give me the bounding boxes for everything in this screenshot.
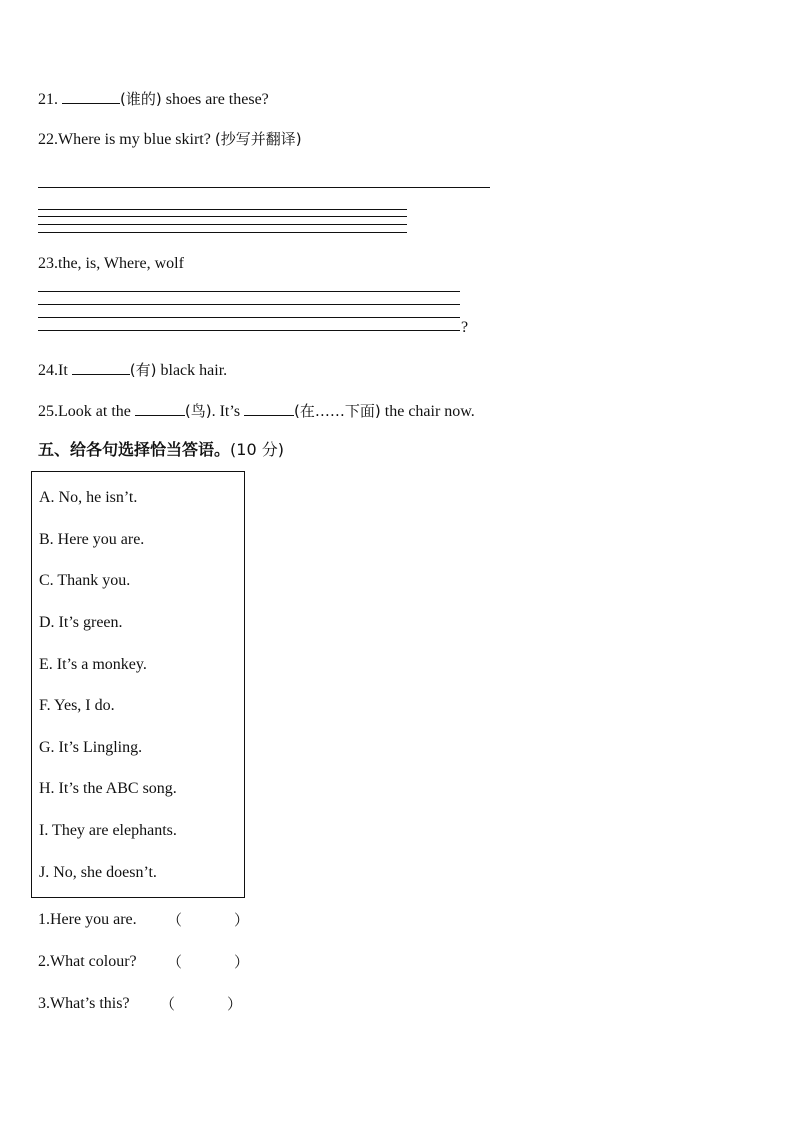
option-a: A. No, he isn’t.: [39, 489, 138, 506]
option-i: I. They are elephants.: [39, 822, 177, 839]
question-22: [38, 129, 302, 150]
answer-paren-close: ）: [234, 953, 250, 971]
question-21: [38, 87, 269, 110]
answer-line[interactable]: [38, 330, 460, 331]
answer-paren-open[interactable]: （: [160, 995, 176, 1013]
option-g: G. It’s Lingling.: [39, 739, 143, 756]
option-f: F. Yes, I do.: [39, 697, 115, 714]
option-d: D. It’s green.: [39, 614, 123, 631]
answer-line[interactable]: [38, 216, 407, 217]
question-text: 3.What’s this?: [38, 995, 130, 1012]
answer-line[interactable]: [38, 187, 490, 188]
answer-paren-open[interactable]: （: [167, 911, 183, 929]
question-23: [38, 254, 184, 274]
answer-blank[interactable]: [244, 399, 294, 416]
match-question-2: [38, 952, 250, 972]
chinese-hint: (在……下面): [294, 402, 381, 420]
match-question-3: [38, 994, 243, 1014]
section-heading: [38, 440, 284, 460]
question-text: black hair.: [156, 362, 228, 379]
answer-blank[interactable]: [62, 87, 120, 104]
question-text: 22.Where is my blue skirt?: [38, 131, 215, 148]
question-text: the chair now.: [380, 403, 475, 420]
question-number: 21.: [38, 91, 58, 108]
chinese-hint: (抄写并翻译): [214, 130, 302, 148]
answer-paren-open[interactable]: （: [167, 953, 183, 971]
option-e: E. It’s a monkey.: [39, 656, 147, 673]
answer-paren-close: ）: [234, 911, 250, 929]
chinese-hint: (有): [129, 361, 157, 379]
answer-line[interactable]: [38, 209, 407, 210]
option-b: B. Here you are.: [39, 531, 145, 548]
answer-line[interactable]: [38, 291, 460, 292]
question-25: [38, 399, 475, 422]
answer-paren-close: ）: [227, 995, 243, 1013]
option-h: H. It’s the ABC song.: [39, 780, 177, 797]
question-text: 23.the, is, Where, wolf: [38, 255, 184, 272]
question-24: [38, 358, 227, 381]
answer-line[interactable]: [38, 304, 460, 305]
answer-blank[interactable]: [135, 399, 185, 416]
option-j: J. No, she doesn’t.: [39, 864, 157, 881]
question-text: 1.Here you are.: [38, 911, 137, 928]
answer-line[interactable]: [38, 224, 407, 225]
option-c: C. Thank you.: [39, 572, 131, 589]
section-score: (10 分): [230, 440, 284, 459]
chinese-hint: (谁的): [120, 90, 162, 108]
answer-options-box: [31, 471, 245, 898]
question-text: 2.What colour?: [38, 953, 137, 970]
answer-line[interactable]: [38, 232, 407, 233]
section-title: 五、给各句选择恰当答语。: [38, 440, 231, 459]
question-mark: ?: [461, 319, 469, 336]
question-text: shoes are these?: [161, 91, 269, 108]
answer-blank[interactable]: [72, 358, 130, 375]
question-text: 24.It: [38, 362, 72, 379]
question-text: . It’s: [211, 403, 245, 420]
match-question-1: [38, 910, 250, 930]
answer-line[interactable]: [38, 317, 460, 318]
chinese-hint: (鸟): [184, 402, 212, 420]
question-text: 25.Look at the: [38, 403, 135, 420]
